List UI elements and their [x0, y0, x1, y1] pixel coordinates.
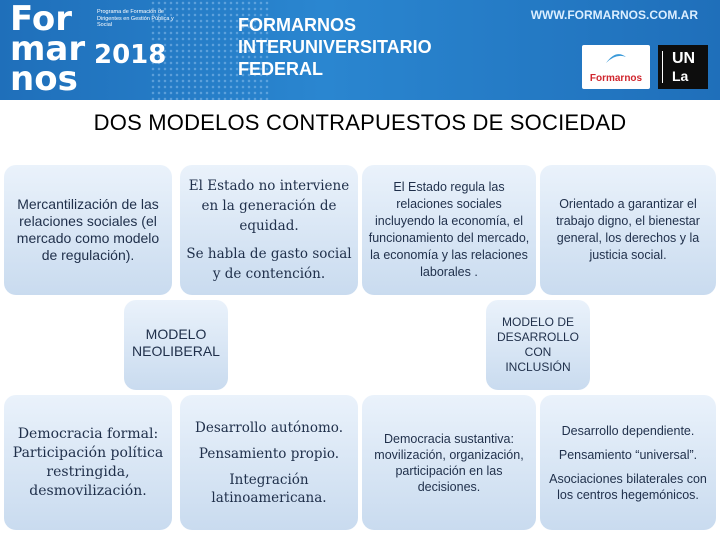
left-top-right-text-2: Se habla de gasto social y de contención.	[186, 246, 352, 282]
logo-year: 2018	[94, 40, 167, 70]
university-logo-line-2: La	[672, 68, 689, 84]
diagram-title: DOS MODELOS CONTRAPUESTOS DE SOCIEDAD	[93, 110, 627, 135]
right-bottom-right-text-2: Pensamiento “universal”.	[558, 447, 698, 462]
program-title-line-3: FEDERAL	[238, 59, 323, 79]
header-banner	[0, 0, 720, 100]
program-title-line-1: FORMARNOS	[238, 15, 356, 35]
right-bottom-left-text: Democracia sustantiva: movilización, organización, participación en las decisiones.	[374, 431, 524, 494]
left-bottom-right-text-1: Desarrollo autónomo.	[195, 419, 343, 436]
program-title-line-2: INTERUNIVERSITARIO	[238, 37, 432, 57]
logo-line-3: nos	[10, 59, 78, 99]
university-logo-line-1: UN	[672, 50, 696, 67]
left-top-left-box	[4, 165, 172, 295]
left-top-right-text-1: El Estado no interviene en la generación de equidad.	[188, 178, 350, 234]
right-bottom-left-box	[362, 395, 536, 530]
right-bottom-right-text-3: Asociaciones bilaterales con los centros hegemónicos.	[549, 471, 707, 502]
left-top-left-text: Mercantilización de las relaciones sociales (el mercado como modelo de regulación).	[16, 196, 160, 263]
formarnos-logo-text: Formarnos	[589, 73, 643, 84]
left-model-box	[124, 300, 228, 390]
university-logo	[658, 45, 708, 89]
website-link[interactable]: WWW.FORMARNOS.COM.AR	[530, 8, 698, 22]
university-logo-rule	[662, 51, 666, 83]
left-bottom-right-text-2: Pensamiento propio.	[198, 445, 340, 462]
program-title	[238, 14, 432, 80]
right-top-right-box	[540, 165, 716, 295]
program-text: Programa de Formación de Dirigentes en Gestión Pública y Social	[97, 9, 174, 28]
right-top-left-box	[362, 165, 536, 295]
right-bottom-right-box	[540, 395, 716, 530]
left-top-right-box	[180, 165, 358, 295]
left-bottom-right-box	[180, 395, 358, 530]
swoosh-icon	[604, 51, 628, 67]
left-bottom-left-text: Democracia formal: Participación política restringida, desmovilización.	[12, 425, 164, 499]
right-model-label: MODELO DE DESARROLLO CON INCLUSIÓN	[496, 315, 580, 374]
right-bottom-right-text-1: Desarrollo dependiente.	[561, 423, 695, 438]
logo-line-2: mar	[10, 29, 86, 69]
right-model-box	[486, 300, 590, 390]
formarnos-logo	[582, 45, 650, 89]
left-bottom-left-box	[4, 395, 172, 530]
left-bottom-right-text-3: Integración latinoamericana.	[211, 471, 327, 506]
right-top-left-text: El Estado regula las relaciones sociales incluyendo la economía, el funcionamiento del mercado, la economía y las relaciones laborales .	[368, 180, 530, 279]
left-model-label: MODELO NEOLIBERAL	[132, 326, 220, 359]
logo-line-1: For	[10, 0, 72, 39]
right-top-right-text: Orientado a garantizar el trabajo digno, el bienestar general, los derechos y la justicia social.	[556, 197, 700, 262]
